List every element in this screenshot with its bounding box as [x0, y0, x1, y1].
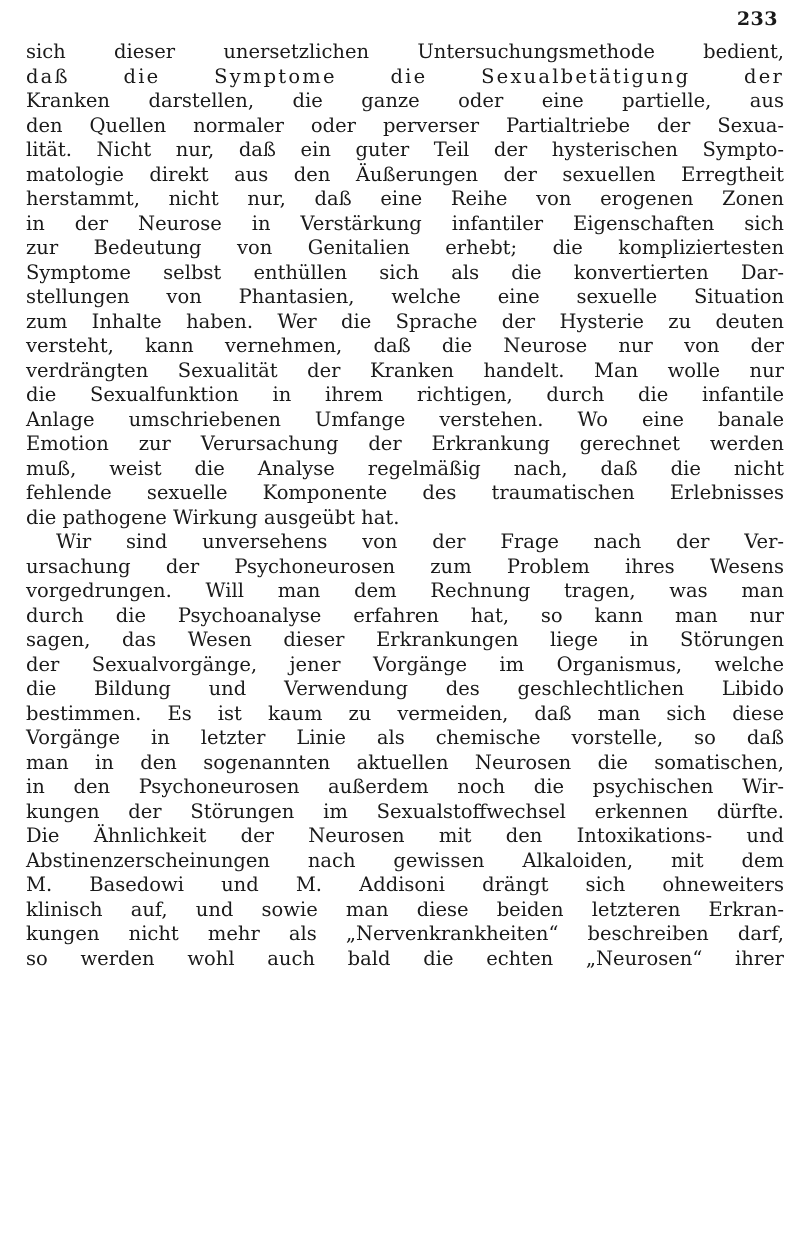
text-line: Vorgänge in letzter Linie als chemische vorstelle, so daß	[26, 726, 784, 749]
text-line: fehlende sexuelle Komponente des traumatischen Erlebnisses	[26, 481, 784, 504]
text-line: den Quellen normaler oder perverser Partialtriebe der Sexua-	[26, 113, 784, 137]
text-line: in den Psychoneurosen außerdem noch die psychischen Wir-	[26, 775, 784, 798]
text-line: kungen nicht mehr als „Nervenkrankheiten“ beschreiben darf,	[26, 922, 784, 945]
text-line: so werden wohl auch bald die echten „Neurosen“ ihrer	[26, 946, 784, 970]
text-line: zum Inhalte haben. Wer die Sprache der Hysterie zu deuten	[26, 309, 784, 333]
text-line: sagen, das Wesen dieser Erkrankungen liege in Störungen	[26, 628, 784, 651]
text-line: matologie direkt aus den Äußerungen der sexuellen Erregtheit	[26, 162, 784, 186]
text-line: man in den sogenannten aktuellen Neurosen die somatischen,	[26, 750, 784, 774]
text-line: Emotion zur Verursachung der Erkrankung gerechnet werden	[26, 432, 784, 455]
text-line: Die Ähnlichkeit der Neurosen mit den Intoxikations- und	[26, 824, 784, 847]
text-line: Wir sind unversehens von der Frage nach der Ver-	[56, 530, 784, 553]
text-line: in der Neurose in Verstärkung infantiler Eigenschaften sich	[26, 211, 784, 235]
text-line: muß, weist die Analyse regelmäßig nach, daß die nicht	[26, 456, 784, 480]
page-number: 233	[736, 8, 778, 30]
text-line: sich dieser unersetzlichen Untersuchungsmethode bedient,	[26, 40, 784, 63]
text-line: Anlage umschriebenen Umfange verstehen. Wo eine banale	[26, 407, 784, 431]
text-line: Abstinenzerscheinungen nach gewissen Alkaloiden, mit dem	[26, 848, 784, 872]
text-line: lität. Nicht nur, daß ein guter Teil der hysterischen Sympto-	[26, 138, 784, 161]
text-line: M. Basedowi und M. Addisoni drängt sich ohneweiters	[26, 873, 784, 896]
text-line: klinisch auf, und sowie man diese beiden letzteren Erkran-	[26, 897, 784, 921]
text-line: ursachung der Psychoneurosen zum Problem ihres Wesens	[26, 554, 784, 578]
text-line: vorgedrungen. Will man dem Rechnung tragen, was man	[26, 579, 784, 602]
text-line: versteht, kann vernehmen, daß die Neurose nur von der	[26, 334, 784, 357]
text-line: Symptome selbst enthüllen sich als die konvertierten Dar-	[26, 260, 784, 284]
text-line: daß die Symptome die Sexualbetätigung der	[26, 64, 784, 88]
body-text	[26, 40, 784, 971]
text-line: die Sexualfunktion in ihrem richtigen, durch die infantile	[26, 383, 784, 406]
text-line: kungen der Störungen im Sexualstoffwechsel erkennen dürfte.	[26, 799, 784, 823]
text-line: die pathogene Wirkung ausgeübt hat.	[26, 505, 400, 529]
text-line: bestimmen. Es ist kaum zu vermeiden, daß man sich diese	[26, 701, 784, 725]
text-line: zur Bedeutung von Genitalien erhebt; die kompliziertesten	[26, 236, 784, 259]
text-line: durch die Psychoanalyse erfahren hat, so kann man nur	[26, 603, 784, 627]
text-line: der Sexualvorgänge, jener Vorgänge im Organismus, welche	[26, 652, 784, 676]
text-line: herstammt, nicht nur, daß eine Reihe von erogenen Zonen	[26, 187, 784, 210]
text-line: Kranken darstellen, die ganze oder eine partielle, aus	[26, 89, 784, 112]
text-line: die Bildung und Verwendung des geschlechtlichen Libido	[26, 677, 784, 700]
text-line: stellungen von Phantasien, welche eine sexuelle Situation	[26, 285, 784, 308]
text-line: verdrängten Sexualität der Kranken handelt. Man wolle nur	[26, 358, 784, 382]
